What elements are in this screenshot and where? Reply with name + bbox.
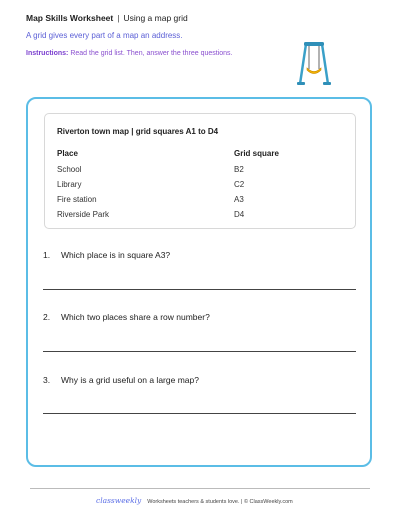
question-3 [43, 375, 199, 385]
place-cell: School [57, 165, 82, 174]
grid-list-title: Riverton town map | grid squares A1 to D4 [57, 127, 219, 136]
question-text: Which place is in square A3? [61, 250, 171, 260]
grid-square-cell: B2 [234, 165, 244, 174]
worksheet-card [26, 97, 372, 467]
worksheet-topic: Using a map grid [123, 13, 188, 23]
swing-icon [292, 40, 336, 86]
answer-line-3[interactable] [43, 413, 356, 414]
question-number: 1. [43, 250, 51, 260]
brand-logo: classweekly [96, 496, 142, 505]
place-cell: Fire station [57, 195, 97, 204]
place-cell: Riverside Park [57, 210, 110, 219]
grid-list-box [44, 113, 356, 229]
worksheet-header [26, 13, 188, 23]
footer-text: Worksheets teachers & students love. | © ClassWeekly.com [147, 499, 293, 505]
instructions [26, 50, 232, 57]
worksheet-title: Map Skills Worksheet [26, 13, 114, 23]
answer-line-1[interactable] [43, 289, 356, 290]
question-1 [43, 250, 170, 260]
question-number: 2. [43, 312, 51, 322]
question-text: Why is a grid useful on a large map? [61, 375, 199, 385]
column-header-grid-square: Grid square [234, 149, 279, 158]
instructions-text: Read the grid list. Then, answer the three questions. [70, 50, 233, 57]
grid-square-cell: C2 [234, 180, 245, 189]
place-cell: Library [57, 180, 82, 189]
footer [96, 496, 293, 505]
header-separator: | [117, 13, 120, 23]
footer-divider [30, 488, 370, 489]
worksheet-subtitle: A grid gives every part of a map an address. [26, 31, 183, 40]
grid-square-cell: A3 [234, 195, 244, 204]
question-number: 3. [43, 375, 51, 385]
column-header-place: Place [57, 149, 78, 158]
question-text: Which two places share a row number? [61, 312, 210, 322]
grid-square-cell: D4 [234, 210, 245, 219]
instructions-lead: Instructions: [26, 50, 69, 57]
question-2 [43, 312, 210, 322]
answer-line-2[interactable] [43, 351, 356, 352]
